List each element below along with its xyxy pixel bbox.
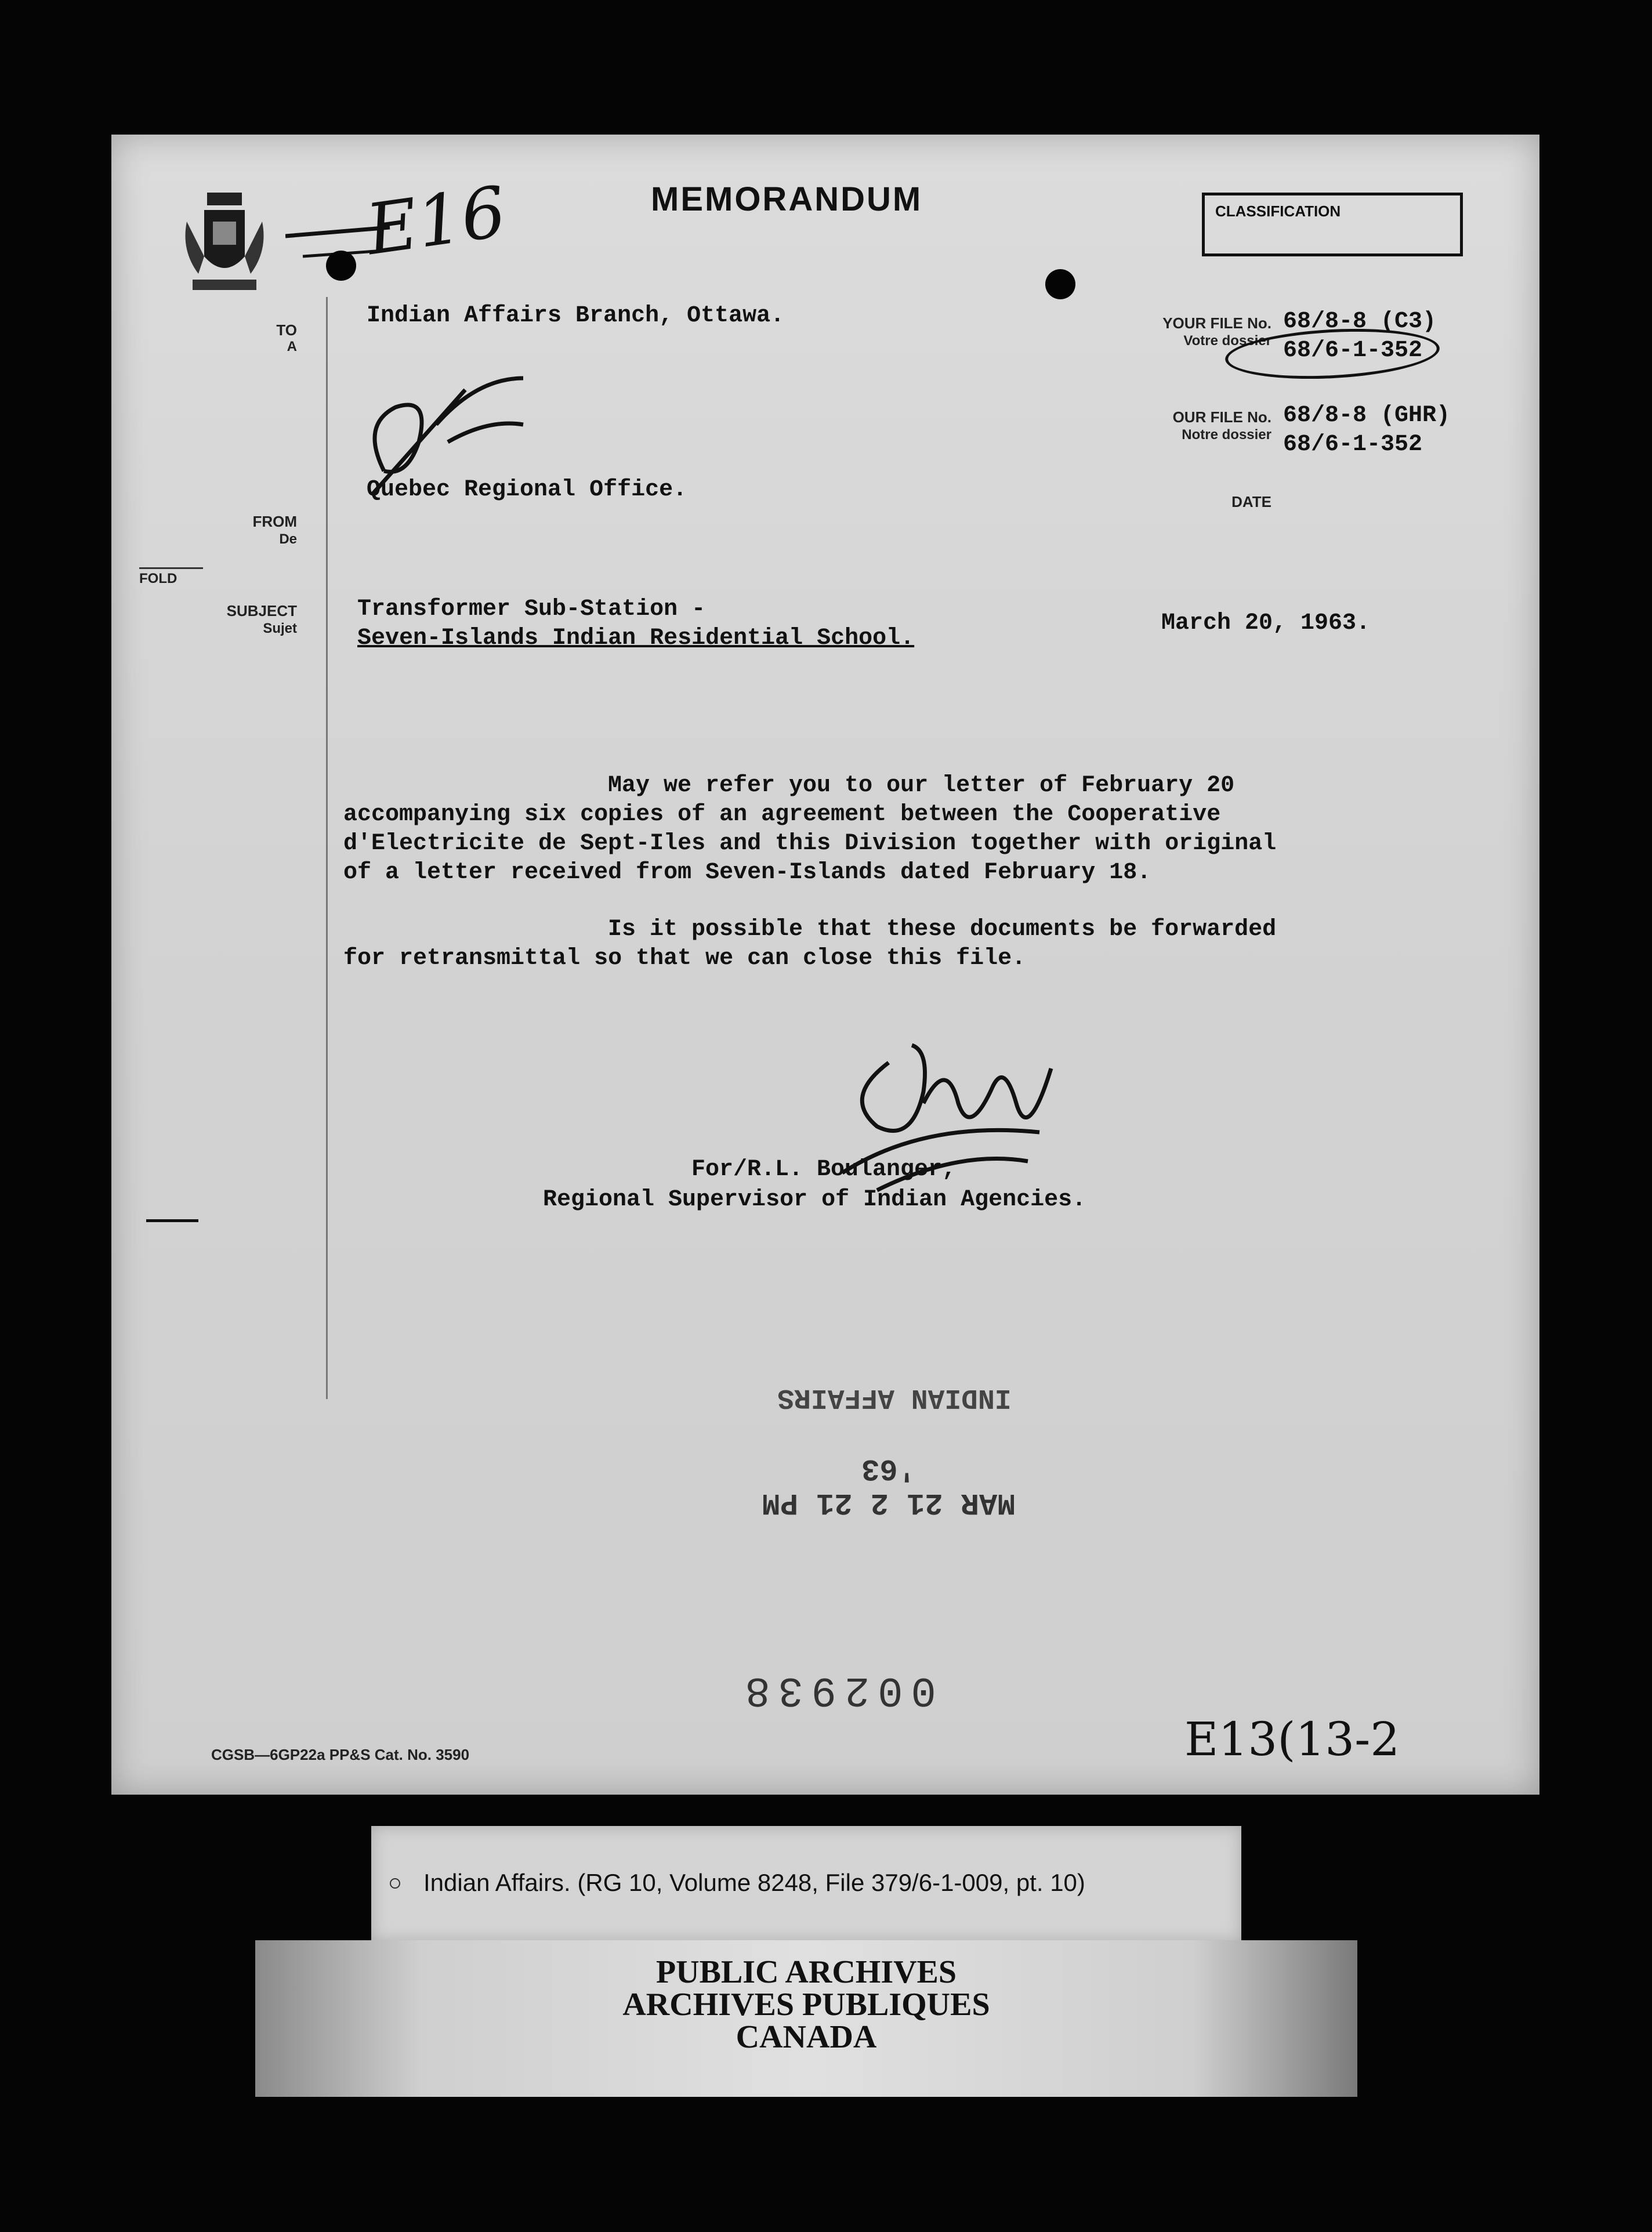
body-line: d'Electricite de Sept-Iles and this Division together with original [343, 831, 1277, 857]
our-file-number-1: 68/8-8 (GHR) [1283, 403, 1451, 429]
your-file-label-fr: Votre dossier [1183, 333, 1271, 349]
body-line: Is it possible that these documents be forwarded [608, 916, 1277, 943]
punch-hole [326, 251, 356, 281]
our-file-label-fr: Notre dossier [1182, 427, 1271, 443]
received-stamp-line-1: INDIAN AFFAIRS [777, 1382, 1012, 1413]
coat-of-arms-icon [181, 187, 268, 309]
signature-line-1: For/R.L. Boulanger, [691, 1157, 957, 1183]
handwritten-reference: E13(13-2 [1184, 1712, 1400, 1766]
to-label: TO [276, 321, 297, 339]
page-title: MEMORANDUM [651, 180, 923, 218]
body-line: of a letter received from Seven-Islands dated February 18. [343, 860, 1151, 886]
body-line: accompanying six copies of an agreement between the Cooperative [343, 802, 1221, 828]
signature-line-2: Regional Supervisor of Indian Agencies. [543, 1187, 1086, 1213]
classification-label: CLASSIFICATION [1215, 202, 1341, 220]
body-line: for retransmittal so that we can close this file. [343, 945, 1026, 972]
date-label: DATE [1231, 493, 1271, 510]
from-value: Quebec Regional Office. [367, 477, 687, 503]
handwritten-file-mark: E16 [361, 171, 511, 271]
archives-line-2: ARCHIVES PUBLIQUES [622, 1987, 990, 2023]
subject-line-2: Seven-Islands Indian Residential School. [357, 625, 915, 651]
margin-rule [326, 297, 328, 1399]
our-file-number-2: 68/6-1-352 [1283, 432, 1423, 458]
subject-label: SUBJECT [226, 602, 297, 619]
to-label-fr: A [287, 339, 297, 354]
margin-dash [146, 1219, 198, 1222]
your-file-number-2: 68/6-1-352 [1283, 338, 1423, 364]
your-file-number-1: 68/8-8 (C3) [1283, 309, 1437, 335]
date-value: March 20, 1963. [1161, 610, 1371, 636]
from-label: FROM [252, 513, 297, 530]
fold-label: FOLD [139, 571, 177, 586]
from-label-fr: De [279, 531, 297, 547]
punch-hole [1045, 269, 1075, 299]
form-number: CGSB—6GP22a PP&S Cat. No. 3590 [211, 1746, 470, 1763]
our-file-label: OUR FILE No. [1172, 408, 1271, 426]
your-file-label: YOUR FILE No. [1162, 314, 1271, 332]
archive-source-label [371, 1826, 1241, 1942]
bullet-icon [390, 1878, 400, 1889]
archives-line-1: PUBLIC ARCHIVES [655, 1954, 957, 1990]
archive-source-text: Indian Affairs. (RG 10, Volume 8248, File 379/6-1-009, pt. 10) [423, 1869, 1085, 1896]
memorandum-page [111, 135, 1539, 1795]
classification-box [1202, 193, 1463, 256]
archives-line-3: CANADA [736, 2019, 877, 2055]
subject-line-1: Transformer Sub-Station - [357, 596, 706, 622]
fold-rule [139, 567, 203, 569]
archives-banner [255, 1940, 1357, 2097]
document-number: 002938 [737, 1666, 936, 1713]
to-value: Indian Affairs Branch, Ottawa. [367, 303, 785, 329]
body-line: May we refer you to our letter of February 20 [608, 773, 1235, 799]
subject-label-fr: Sujet [263, 621, 297, 636]
received-stamp-line-2: MAR 21 2 21 PM '63 [762, 1451, 1016, 1520]
